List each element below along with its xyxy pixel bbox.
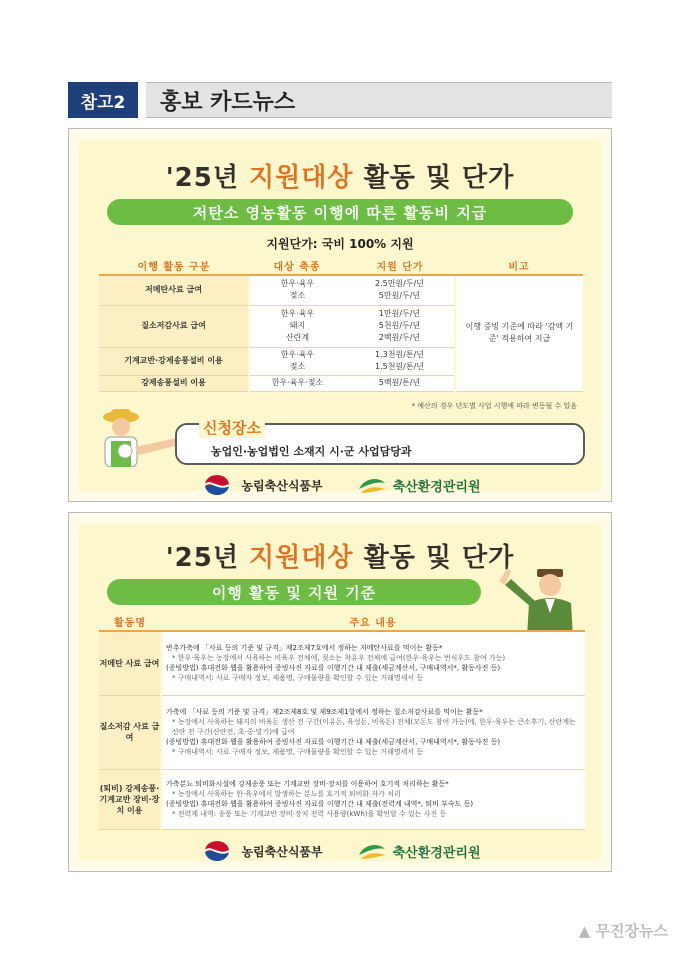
institute-leaf-icon [357, 473, 387, 497]
title-rest: 활동 및 단가 [363, 543, 515, 573]
apply-text: 농업인·농업법인 소재지 시·군 사업담당과 [211, 445, 412, 458]
table-row [99, 275, 583, 305]
ministry-logo [199, 473, 322, 497]
col-price: 지원 단가 [345, 257, 455, 275]
ministry-name: 농림축산식품부 [241, 478, 323, 493]
animal: 산란계 [285, 333, 310, 342]
row-category: 저메탄 사료 급여 [99, 631, 161, 695]
content-line: 반추가축에 「사료 등의 기준 및 규격」제2조제7호에서 정하는 저메탄사료를 먹이는 활동* [166, 644, 443, 653]
watermark-text: 무진장뉴스 [595, 922, 668, 940]
ministry-logo [199, 839, 322, 863]
col-activity-name: 활동명 [99, 613, 161, 631]
animal: 돼지 [289, 321, 306, 330]
logo-row [79, 473, 601, 497]
institute-name: 축산환경관리원 [392, 845, 481, 861]
row-category: 저메탄사료 급여 [99, 275, 249, 305]
content-line: (증빙방법) 휴대전화 웹을 활용하여 증빙사진 자료를 이행기간 내 제출(전력계 내역*, 퇴비 부숙도 등) [166, 800, 474, 808]
section-title: 홍보 카드뉴스 [146, 82, 612, 118]
col-note: 비고 [455, 257, 583, 275]
content-line: (증빙방법) 휴대전화 웹을 활용하여 증빙사진 자료를 이행기간 내 제출(세금계산서, 구매내역서*, 활동사진 등) [166, 664, 501, 673]
title-year: '25년 [165, 163, 239, 193]
institute-logo [357, 839, 481, 863]
card1-title [79, 157, 601, 194]
taegeuk-icon [199, 839, 235, 863]
content-subline: * 한우·육우는 농장에서 사육하는 비육우 전체에, 젖소는 착유우 전체에 급여(한우·육우는 번식우도 참여 가능) [172, 654, 506, 663]
card2-subtitle: 이행 활동 및 지원 기준 [107, 579, 481, 605]
logo-row [79, 839, 601, 863]
content-line: 가축분뇨 퇴비화시설에 강제송풍 또는 기계교반 장비·장치를 이용하여 호기적 처리하는 활동* [166, 780, 449, 788]
table-row [99, 631, 585, 695]
note-cell: 이행 증빙 기준에 따라 '감액 기준' 적용하여 지급 [455, 275, 583, 391]
price: 2백원/두/년 [378, 333, 421, 342]
title-highlight: 지원대상 [249, 163, 354, 193]
card1-subtitle: 저탄소 영농활동 이행에 따른 활동비 지급 [107, 199, 573, 225]
apply-label: 신청장소 [199, 417, 265, 438]
row-category: 질소저감 사료 급여 [99, 695, 161, 769]
animal: 젖소 [289, 291, 306, 301]
row-category: 질소저감사료 급여 [99, 305, 249, 347]
title-rest: 활동 및 단가 [363, 163, 515, 193]
row-category: 강제송풍설비 이용 [99, 375, 249, 391]
col-activity: 이행 활동 구분 [99, 257, 249, 275]
price-line: 지원단가: 국비 100% 지원 [266, 237, 414, 251]
price: 1만원/두/년 [378, 309, 421, 318]
price: 1.3천원/톤/년 [374, 350, 425, 359]
ministry-name: 농림축산식품부 [241, 844, 323, 859]
price: 2.5만원/두/년 [374, 279, 425, 289]
content-subline: * 전력계 내역: 송풍 또는 기계교반 장비·장치 전력 사용량(kWh)을 확인할 수 있는 사진 등 [172, 810, 447, 818]
row-category: 기계교반·강제송풍설비 이용 [99, 347, 249, 375]
table-row [99, 695, 585, 769]
card-news-2 [68, 512, 612, 872]
price: 1.5천원/톤/년 [374, 362, 425, 371]
title-highlight: 지원대상 [249, 543, 354, 573]
content-line: (증빙방법) 휴대전화 웹을 활용하여 증빙사진 자료를 이행기간 내 제출(세금계산서, 구매내역서*, 활동사진 등) [166, 738, 501, 746]
animal: 한우·육우·젖소 [249, 375, 345, 391]
card-news-1 [68, 128, 612, 502]
content-line: 가축에 「사료 등의 기준 및 규격」제2조제8호 및 제9조제1항에서 정하는 질소저감사료를 먹이는 활동* [166, 708, 483, 716]
section-header [68, 82, 612, 118]
institute-logo [357, 473, 481, 497]
table-row [99, 769, 585, 829]
activity-criteria-table [99, 613, 585, 830]
title-year: '25년 [165, 543, 239, 573]
content-subline: * 농장에서 사육하는 돼지의 비육돈 생산 전 구간(이유돈, 육성돈, 비육돈) 전체(모돈도 참여 가능)에, 한우·육우는 큰소후기, 산란계는 산란 전 구간(산란전, 초·중·말기)에 급여 [172, 718, 576, 736]
animal: 한우·육우 [280, 350, 315, 359]
col-animals: 대상 축종 [249, 257, 345, 275]
watermark [579, 920, 668, 941]
watermark-icon: ▲ [578, 922, 591, 940]
taegeuk-icon [199, 473, 235, 497]
animal: 한우·육우 [280, 309, 315, 318]
content-subline: * 구매내역서: 사료 구매자 정보, 제품명, 구매물량을 확인할 수 있는 거래명세서 등 [172, 674, 424, 683]
col-main-content: 주요 내용 [161, 613, 585, 631]
content-subline: * 구매내역서: 사료 구매자 정보, 제품명, 구매물량을 확인할 수 있는 거래명세서 등 [172, 748, 424, 756]
content-subline: * 농장에서 사육하는 한·육우에서 발생하는 분뇨를 호기적 퇴비화 자가 처리 [172, 790, 401, 798]
support-price-table [99, 257, 583, 392]
institute-name: 축산환경관리원 [392, 479, 481, 495]
institute-leaf-icon [357, 839, 387, 863]
footnote: * 예산의 경우 년도별 사업 시행에 따라 변동될 수 있음 [411, 402, 577, 410]
row-category: (퇴비) 강제송풍· 기계교반 장비·장치 이용 [99, 769, 161, 829]
price: 5백원/톤/년 [345, 375, 455, 391]
animal: 젖소 [289, 362, 306, 371]
reference-tag: 참고2 [68, 82, 138, 118]
price: 5만원/두/년 [378, 291, 421, 301]
price: 5천원/두/년 [378, 321, 421, 330]
animal: 한우·육우 [280, 279, 315, 289]
